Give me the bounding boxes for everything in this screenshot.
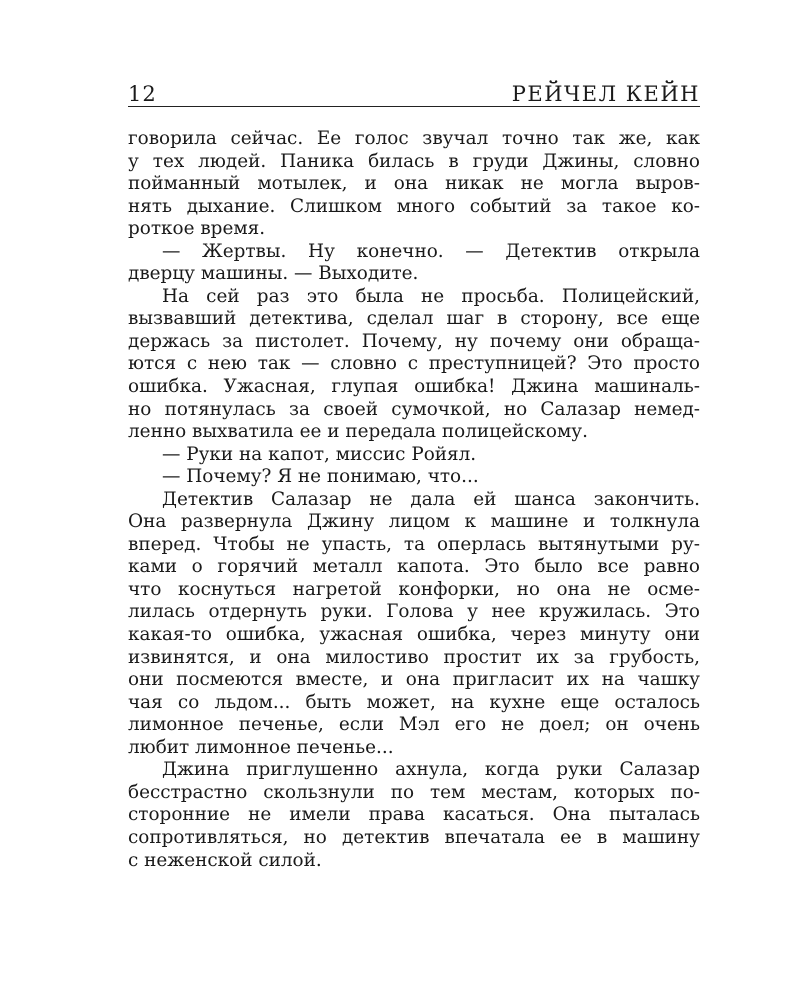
text-line: лимонное печенье, если Мэл его не доел; он очень (128, 714, 700, 736)
text-line: чая со льдом... быть может, на кухне еще осталось (128, 691, 700, 713)
text-line: они посмеются вместе, и она пригласит их на чашку (128, 669, 700, 691)
text-line: Она развернула Джину лицом к машине и толкнула (128, 511, 700, 533)
text-line: что коснуться нагретой конфорки, но она не осме- (128, 578, 700, 600)
text-line: ошибка. Ужасная, глупая ошибка! Джина машиналь- (128, 376, 700, 398)
paragraph-first-line: — Руки на капот, миссис Ройял. (162, 443, 477, 465)
text-line: лилась отдернуть руки. Голова у нее кружилась. Это (128, 601, 700, 623)
text-line: вызвавший детектива, сделал шаг в сторону, все еще (128, 308, 700, 330)
text-line: бесстрастно скользнули по тем местам, которых по- (128, 781, 700, 803)
book-author: РЕЙЧЕЛ КЕЙН (511, 82, 700, 106)
text-line: пойманный мотылек, и она никак не могла выров- (128, 173, 700, 195)
body-text (128, 128, 700, 872)
text-line: вперед. Чтобы не упасть, та оперлась вытянутыми ру- (128, 533, 700, 555)
text-line: ками о горячий металл капота. Это было все равно (128, 556, 700, 578)
text-line: извинятся, и она милостиво простит их за грубость, (128, 646, 700, 668)
text-line: ленно выхватила ее и передала полицейскому. (128, 421, 588, 443)
text-line: сторонние не имели права касаться. Она пыталась (128, 804, 700, 826)
text-line: говорила сейчас. Ее голос звучал точно так же, как (128, 128, 700, 149)
paragraph-first-line: — Почему? Я не понимаю, что... (162, 466, 479, 488)
text-line: сопротивляться, но детектив впечатала ее в машину (128, 826, 700, 848)
paragraph-first-line: На сей раз это была не просьба. Полицейский, (162, 285, 700, 307)
text-line: с неженской силой. (128, 849, 322, 871)
text-line: дверцу машины. — Выходите. (128, 263, 419, 285)
text-line: ются с нею так — словно с преступницей? Это просто (128, 353, 700, 375)
text-line: какая-то ошибка, ужасная ошибка, через минуту они (128, 624, 700, 646)
text-line: но потянулась за своей сумочкой, но Салазар немед- (128, 398, 700, 420)
text-line: у тех людей. Паника билась в груди Джины, словно (128, 150, 700, 172)
paragraph-first-line: — Жертвы. Ну конечно. — Детектив открыла (162, 240, 700, 262)
text-line: роткое время. (128, 218, 266, 240)
page-number: 12 (128, 82, 157, 106)
text-line: держась за пистолет. Почему, ну почему они обраща- (128, 330, 700, 352)
text-line: нять дыхание. Слишком много событий за такое ко- (128, 195, 700, 217)
text-line: любит лимонное печенье... (128, 736, 394, 758)
running-head (128, 82, 700, 107)
paragraph-first-line: Джина приглушенно ахнула, когда руки Салазар (162, 759, 700, 781)
paragraph-first-line: Детектив Салазар не дала ей шанса закончить. (162, 488, 700, 510)
